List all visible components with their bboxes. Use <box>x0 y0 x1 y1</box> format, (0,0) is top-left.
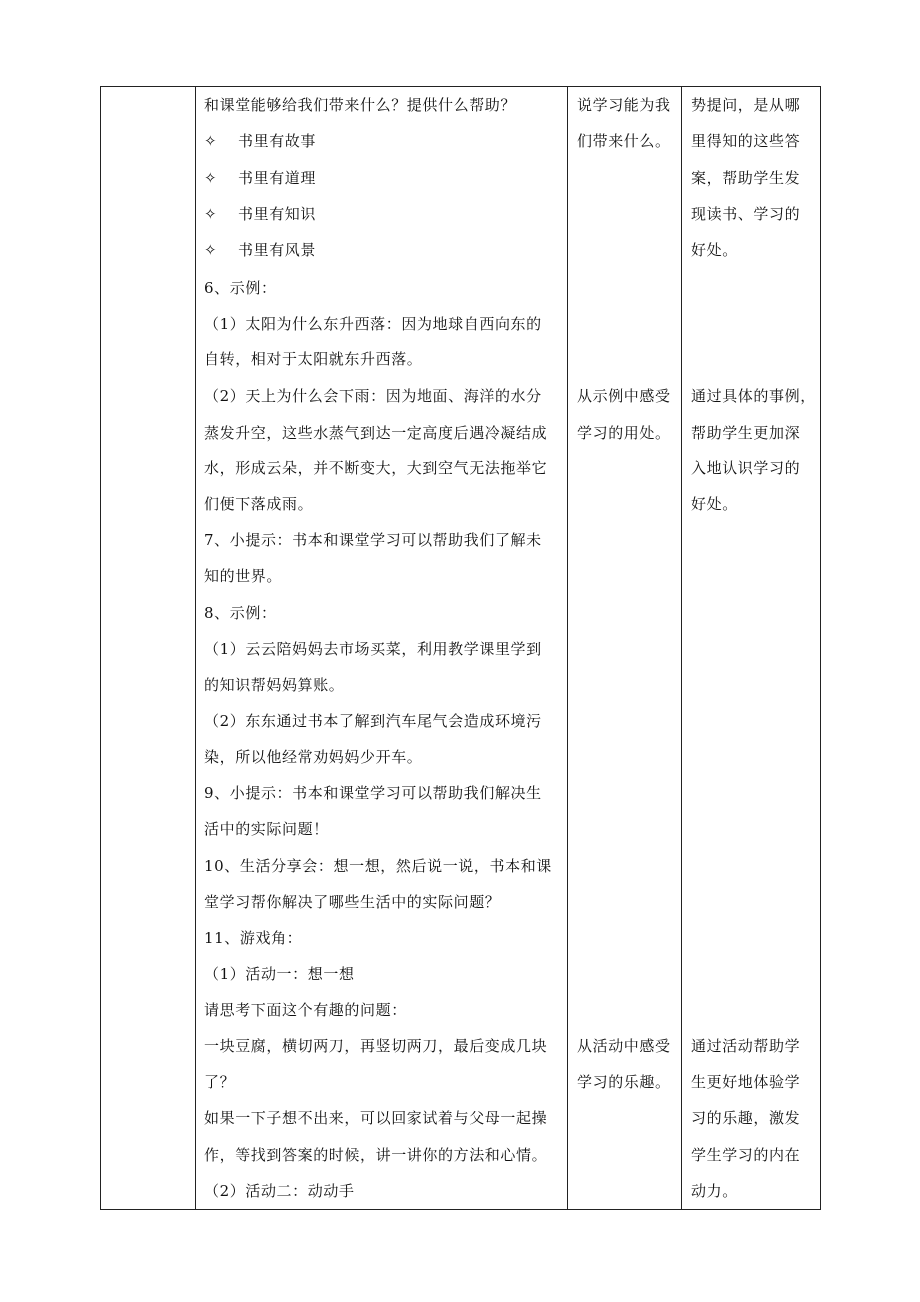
bullet-star-icon: ✧ <box>204 132 218 150</box>
bullet-item: ✧ 书里有知识 <box>204 205 317 223</box>
design-intent-line: 生更好地体验学 <box>691 1073 801 1091</box>
student-activity-line: 说学习能为我 <box>577 96 671 114</box>
content-line: 水，形成云朵，并不断变大，大到空气无法拖举它 <box>204 459 548 477</box>
bullet-item: ✧ 书里有故事 <box>204 132 317 150</box>
bullet-star-icon: ✧ <box>204 241 218 259</box>
design-intent-line: 案，帮助学生发 <box>691 169 801 187</box>
table-border-right <box>820 86 821 1210</box>
student-activity-line: 从示例中感受 <box>577 387 671 405</box>
student-activity-line: 学习的用处。 <box>577 424 671 442</box>
table-bottom-border <box>100 1209 820 1210</box>
content-line: （1）活动一：想一想 <box>204 965 355 983</box>
content-line: 知的世界。 <box>204 567 283 585</box>
content-line: 10、生活分享会：想一想，然后说一说，书本和课 <box>204 857 552 875</box>
student-activity-line: 从活动中感受 <box>577 1037 671 1055</box>
content-line: 作，等找到答案的时候，讲一讲你的方法和心情。 <box>204 1146 548 1164</box>
content-line: 自转，相对于太阳就东升西落。 <box>204 350 423 368</box>
content-line: 的知识帮妈妈算账。 <box>204 676 345 694</box>
content-line: 7、小提示：书本和课堂学习可以帮助我们了解未 <box>204 531 542 549</box>
design-intent-line: 入地认识学习的 <box>691 459 801 477</box>
content-line: （2）东东通过书本了解到汽车尾气会造成环境污 <box>204 712 542 730</box>
content-line: 和课堂能够给我们带来什么？提供什么帮助？ <box>204 96 517 114</box>
design-intent-line: 通过活动帮助学 <box>691 1037 801 1055</box>
content-line: 了？ <box>204 1073 236 1091</box>
design-intent-line: 通过具体的事例， <box>691 387 816 405</box>
content-line: 活中的实际问题！ <box>204 820 329 838</box>
design-intent-line: 好处。 <box>691 495 738 513</box>
design-intent-line: 好处。 <box>691 241 738 259</box>
column-divider-3 <box>681 86 682 1210</box>
content-line: （1）云云陪妈妈去市场买菜，利用教学课里学到 <box>204 640 542 658</box>
design-intent-line: 帮助学生更加深 <box>691 424 801 442</box>
bullet-star-icon: ✧ <box>204 169 218 187</box>
content-line: 们便下落成雨。 <box>204 495 314 513</box>
table-border-left <box>100 86 101 1210</box>
design-intent-line: 习的乐趣，激发 <box>691 1109 801 1127</box>
student-activity-line: 学习的乐趣。 <box>577 1073 671 1091</box>
bullet-star-icon: ✧ <box>204 205 218 223</box>
bullet-item: ✧ 书里有道理 <box>204 169 317 187</box>
content-line: 请思考下面这个有趣的问题： <box>204 1001 407 1019</box>
content-line: 如果一下子想不出来，可以回家试着与父母一起操 <box>204 1109 548 1127</box>
content-line: 8、示例： <box>204 604 277 622</box>
content-line: 6、示例： <box>204 279 277 297</box>
design-intent-line: 现读书、学习的 <box>691 205 801 223</box>
design-intent-line: 里得知的这些答 <box>691 132 801 150</box>
content-line: 一块豆腐，横切两刀，再竖切两刀，最后变成几块 <box>204 1037 548 1055</box>
content-line: 堂学习帮你解决了哪些生活中的实际问题？ <box>204 893 501 911</box>
column-divider-2 <box>567 86 568 1210</box>
design-intent-line: 动力。 <box>691 1182 738 1200</box>
bullet-item: ✧ 书里有风景 <box>204 241 317 259</box>
student-activity-line: 们带来什么。 <box>577 132 671 150</box>
content-line: （1）太阳为什么东升西落：因为地球自西向东的 <box>204 315 542 333</box>
content-line: （2）天上为什么会下雨：因为地面、海洋的水分 <box>204 387 542 405</box>
column-divider-1 <box>195 86 196 1210</box>
content-line: 9、小提示：书本和课堂学习可以帮助我们解决生 <box>204 784 542 802</box>
content-line: （2）活动二：动动手 <box>204 1182 355 1200</box>
content-line: 11、游戏角： <box>204 929 303 947</box>
content-line: 蒸发升空，这些水蒸气到达一定高度后遇冷凝结成 <box>204 424 548 442</box>
design-intent-line: 学生学习的内在 <box>691 1146 801 1164</box>
content-line: 染，所以他经常劝妈妈少开车。 <box>204 748 423 766</box>
table-top-border <box>100 86 820 87</box>
design-intent-line: 势提问，是从哪 <box>691 96 801 114</box>
